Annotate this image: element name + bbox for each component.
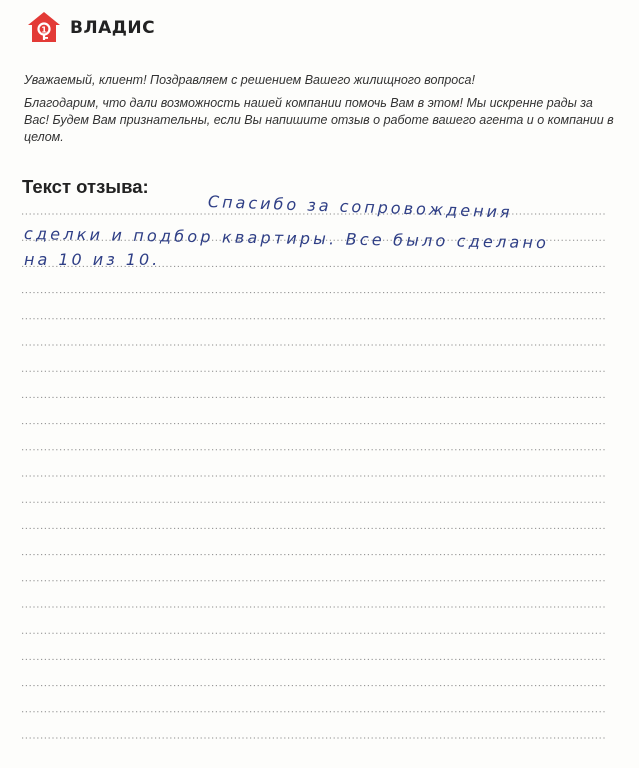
request-paragraph: Благодарим, что дали возможность нашей компании помочь Вам в этом! Мы искренне рады за Вас! Будем Вам признательны, если Вы напишите отзыв о работе вашего агента и о компании в целом. [24, 96, 614, 144]
handwritten-line: сделки и подбор квартиры. Все было сделано [23, 224, 550, 253]
review-heading: Текст отзыва: [22, 176, 149, 197]
logo-digit: 1 [41, 25, 47, 35]
greeting-line: Уважаемый, клиент! Поздравляем с решением Вашего жилищного вопроса! [24, 73, 475, 87]
handwritten-line: Спасибо за сопровождения [207, 192, 513, 222]
handwritten-line: на 10 из 10. [24, 250, 161, 269]
brand-name: ВЛАДИС [70, 18, 156, 38]
